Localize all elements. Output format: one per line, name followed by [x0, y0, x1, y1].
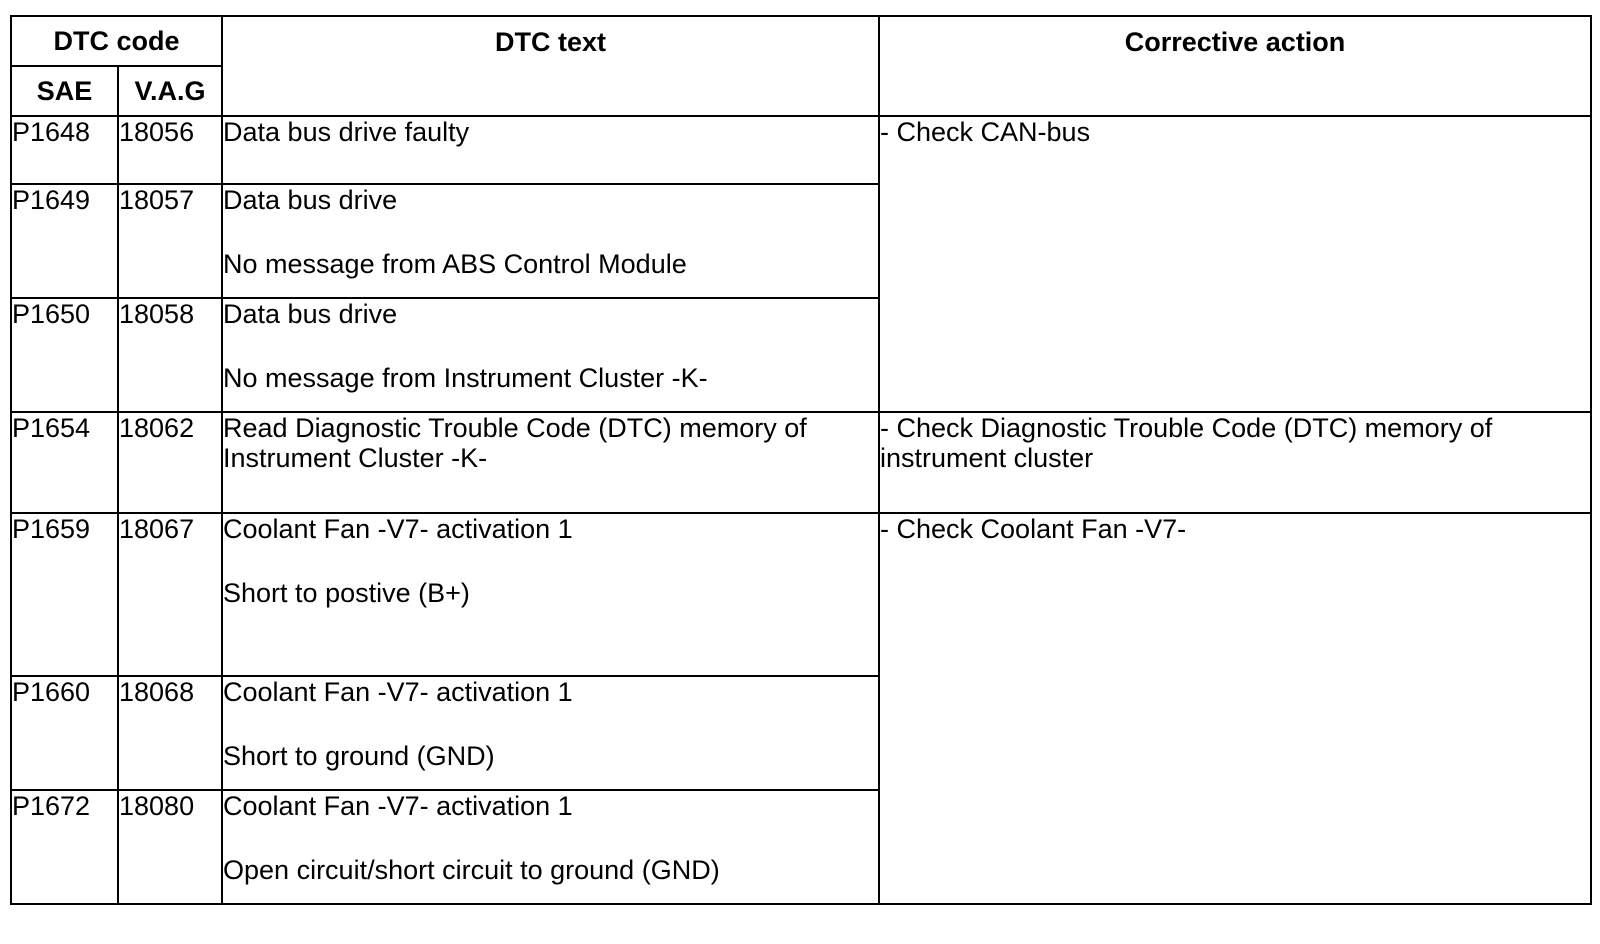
action-text: - Check Diagnostic Trouble Code (DTC) memory of instrument cluster — [880, 413, 1493, 473]
header-dtc-code: DTC code — [11, 16, 222, 66]
header-sae: SAE — [11, 66, 118, 116]
sae-code: P1649 — [11, 184, 118, 298]
sae-code: P1650 — [11, 298, 118, 412]
vag-code: 18057 — [118, 184, 222, 298]
action-text: - Check Coolant Fan -V7- — [880, 514, 1187, 544]
dtc-text-cell — [222, 412, 879, 513]
sae-code: P1659 — [11, 513, 118, 676]
dtc-text-cell — [222, 513, 879, 676]
dtc-text-line2: Short to ground (GND) — [223, 741, 495, 771]
dtc-text-cell — [222, 790, 879, 904]
action-text: - Check CAN-bus — [880, 117, 1091, 147]
header-corrective-action: Corrective action — [879, 16, 1591, 116]
header-dtc-text: DTC text — [222, 16, 879, 116]
header-row — [11, 16, 1591, 66]
dtc-text-line2: No message from ABS Control Module — [223, 249, 687, 279]
vag-code: 18058 — [118, 298, 222, 412]
table-row — [11, 116, 1591, 184]
action-cell — [879, 412, 1591, 513]
vag-code: 18080 — [118, 790, 222, 904]
vag-code: 18062 — [118, 412, 222, 513]
sae-code: P1660 — [11, 676, 118, 790]
vag-code: 18056 — [118, 116, 222, 184]
dtc-text-line1: Read Diagnostic Trouble Code (DTC) memory of Instrument Cluster -K- — [223, 413, 807, 473]
vag-code: 18068 — [118, 676, 222, 790]
dtc-text-line1: Coolant Fan -V7- activation 1 — [223, 677, 573, 707]
dtc-text-cell — [222, 676, 879, 790]
dtc-text-line1: Data bus drive — [223, 185, 398, 215]
sae-code: P1648 — [11, 116, 118, 184]
header-vag: V.A.G — [118, 66, 222, 116]
dtc-text-line2: No message from Instrument Cluster -K- — [223, 363, 708, 393]
dtc-text-line1: Coolant Fan -V7- activation 1 — [223, 514, 573, 544]
dtc-text-line1: Coolant Fan -V7- activation 1 — [223, 791, 573, 821]
dtc-text-cell — [222, 298, 879, 412]
dtc-text-line2: Short to postive (B+) — [223, 578, 470, 608]
dtc-text-line1: Data bus drive — [223, 299, 398, 329]
dtc-text-cell — [222, 116, 879, 184]
dtc-table — [10, 15, 1592, 905]
sae-code: P1654 — [11, 412, 118, 513]
vag-code: 18067 — [118, 513, 222, 676]
table-row — [11, 513, 1591, 676]
table-row — [11, 412, 1591, 513]
dtc-text-cell — [222, 184, 879, 298]
dtc-text-line2: Open circuit/short circuit to ground (GND) — [223, 855, 720, 885]
action-cell — [879, 116, 1591, 412]
action-cell — [879, 513, 1591, 904]
sae-code: P1672 — [11, 790, 118, 904]
dtc-text-line1: Data bus drive faulty — [223, 117, 470, 147]
